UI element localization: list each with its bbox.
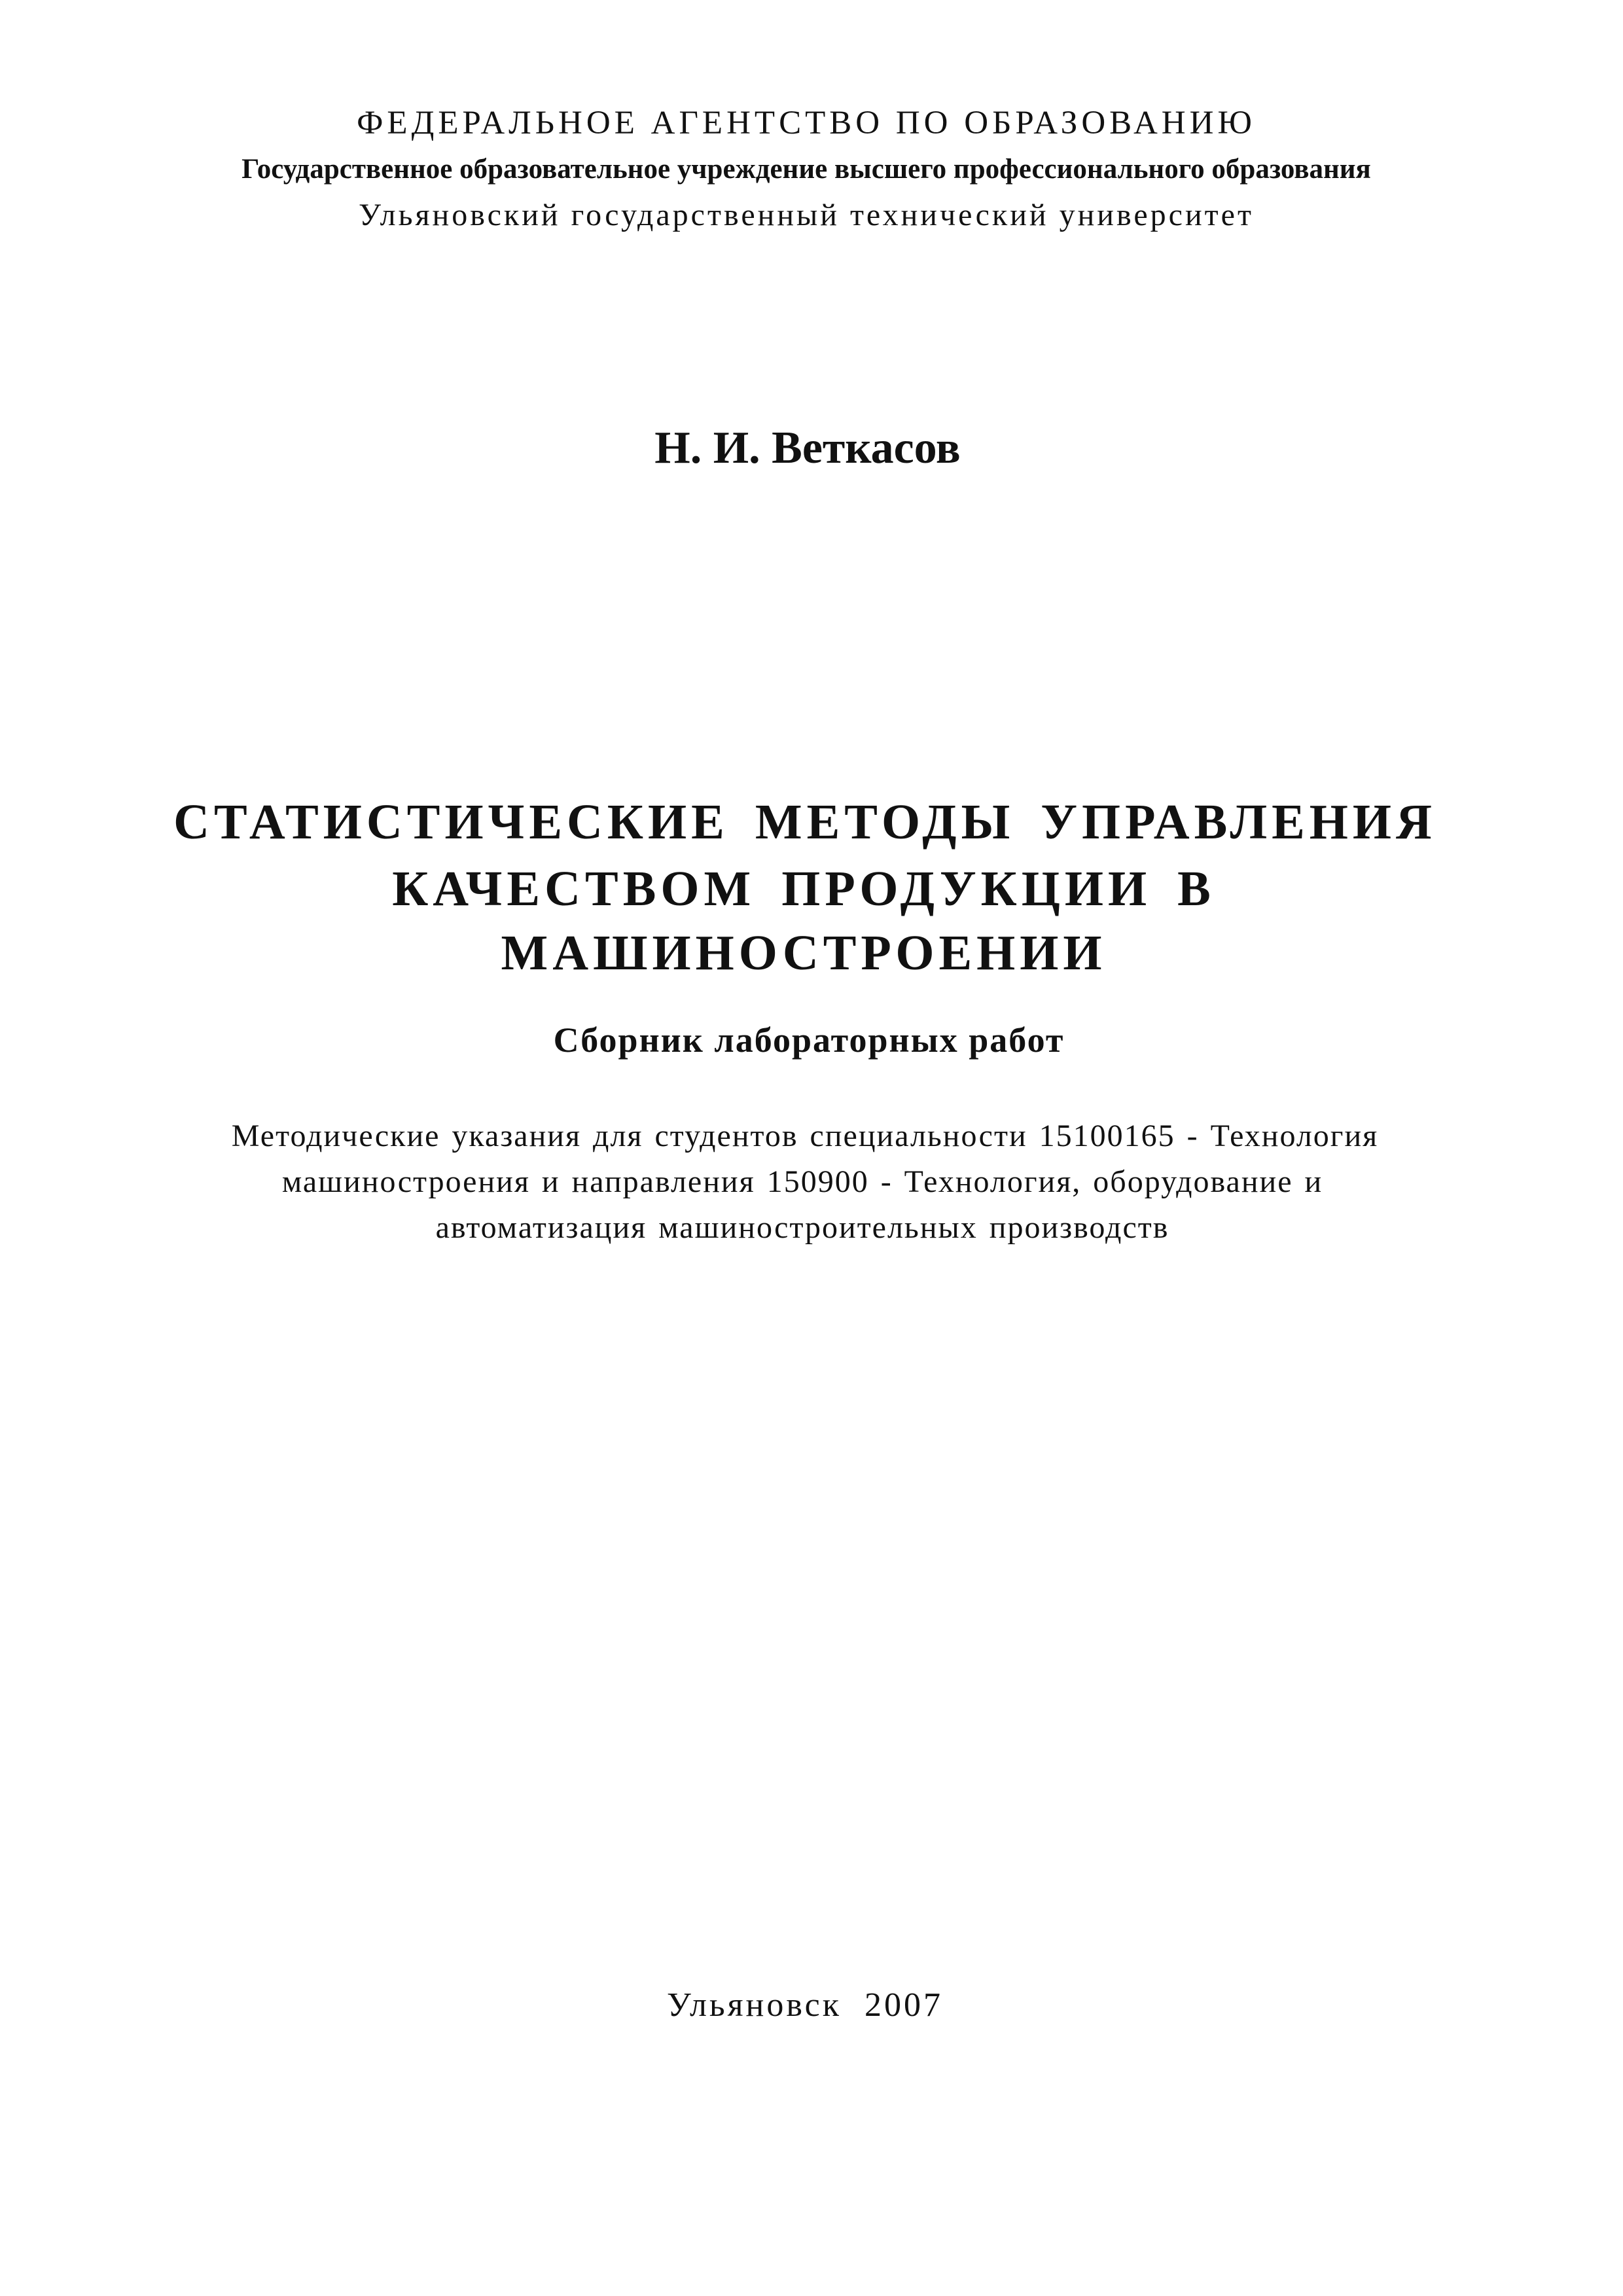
subtitle: Сборник лабораторных работ — [553, 1020, 1065, 1060]
title-line-3: МАШИНОСТРОЕНИИ — [501, 925, 1107, 980]
university-heading: Ульяновский государственный технический университет — [359, 198, 1254, 232]
purpose-line-3: автоматизация машиностроительных производств — [435, 1210, 1169, 1245]
purpose-line-2: машиностроения и направления 150900 - Технология, оборудование и — [281, 1164, 1323, 1199]
title-line-1: СТАТИСТИЧЕСКИЕ МЕТОДЫ УПРАВЛЕНИЯ — [173, 795, 1436, 850]
institution-heading: Государственное образовательное учреждение высшего профессионального образования — [241, 154, 1371, 185]
agency-heading: ФЕДЕРАЛЬНОЕ АГЕНТСТВО ПО ОБРАЗОВАНИЮ — [357, 105, 1256, 141]
city-year: Ульяновск 2007 — [667, 1986, 943, 2024]
author-name: Н. И. Веткасов — [654, 423, 961, 473]
title-line-2: КАЧЕСТВОМ ПРОДУКЦИИ В — [392, 861, 1215, 916]
purpose-line-1: Методические указания для студентов специальности 15100165 - Технология — [231, 1119, 1379, 1153]
